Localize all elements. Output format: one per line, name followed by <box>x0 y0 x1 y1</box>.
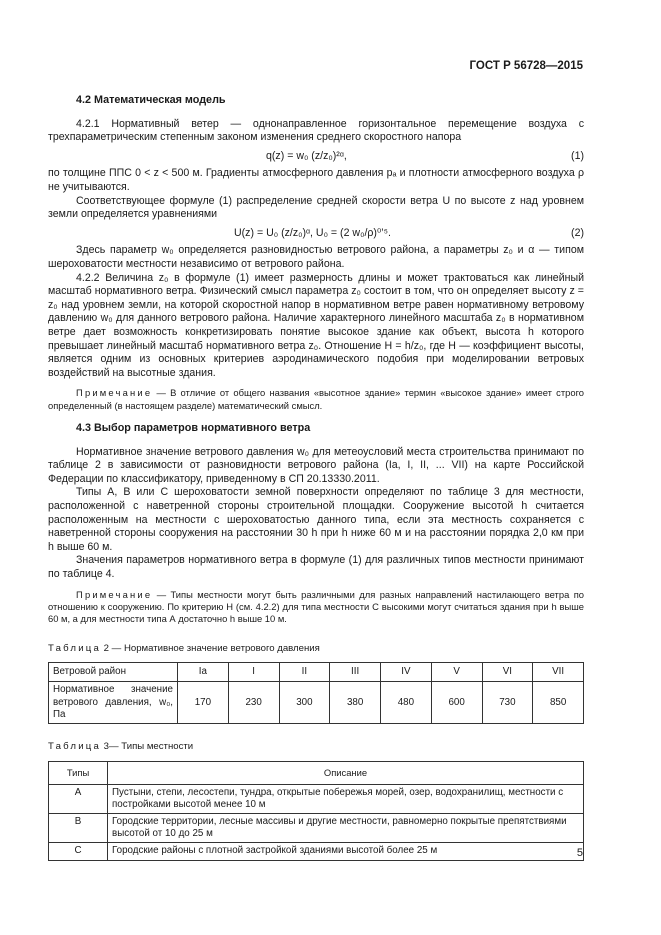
table-cell: 480 <box>381 682 432 724</box>
table-cell: 300 <box>279 682 330 724</box>
section-4-2-title: 4.2 Математическая модель <box>76 94 226 106</box>
table-cell: IV <box>381 663 432 682</box>
paragraph-4-3-3: Значения параметров нормативного ветра в формуле (1) для различных типов местности принимают по таблице 4. <box>48 554 584 581</box>
formula-2-number: (2) <box>571 226 584 239</box>
table-cell: 230 <box>228 682 279 724</box>
formula-1-number: (1) <box>571 149 584 162</box>
terrain-description: Городские районы с плотной застройкой зданиями высотой более 25 м <box>108 843 584 860</box>
table-label: Таблица <box>48 642 102 654</box>
table-header-row <box>49 761 584 784</box>
terrain-types-table <box>48 761 584 861</box>
table-cell: V <box>431 663 482 682</box>
formula-2 <box>48 227 584 241</box>
table-cell: 850 <box>533 682 584 724</box>
terrain-type: B <box>49 814 108 843</box>
column-header-description: Описание <box>108 761 584 784</box>
row-header-pressure: Нормативное значение ветрового давления, w₀, Па <box>49 682 178 724</box>
terrain-type: C <box>49 843 108 860</box>
table-cell: VII <box>533 663 584 682</box>
formula-2-expression: U(z) = U₀ (z/z₀)ᵅ, U₀ = (2 w₀/ρ)⁰’⁵. <box>234 226 391 239</box>
table-label: Таблица <box>48 741 102 753</box>
section-4-3-title: 4.3 Выбор параметров нормативного ветра <box>76 422 311 435</box>
paragraph-4-2-2: 4.2.2 Величина z₀ в формуле (1) имеет размерность длины и может трактоваться как линейный масштаб нормативного ветра. Физический смысл параметра z₀ состоит в том, что он определяет высоту z = z₀ над уровнем земли, на которой скоростной напор в нормативном ветре равен нормативному ветровому давлению w₀ для данного ветрового района. Наличие характерного линейного масштаба z₀ в нормативном ветре дает возможность конкретизировать понятие высокое здание как объект, высота h которого превышает линейный масштаб нормативного ветра z₀. Отношение H = h/z₀, где H — коэффициент высоты, является одним из основных критериев аэродинамического подобия при моделировании ветровых воздействий на высотные здания. <box>48 271 584 379</box>
paragraph-4-3-2: Типы А, В или С шероховатости земной поверхности определяют по таблице 3 для местности, расположенной с наветренной стороны строительной площадки. Сооружение высотой h считается расположенным на местности с шероховатостью данного типа, если эта местность сохраняется с наветренной стороны сооружения на расстоянии 30 h при h ниже 60 м и на расстоянии порядка 2,0 км при h выше 60 м. <box>48 486 584 553</box>
paragraph-4-2-1-cont: по толщине ППС 0 < z < 500 м. Градиенты атмосферного давления pₐ и плотности атмосферного воздуха ρ не учитываются. <box>48 167 584 193</box>
note-label: Примечание <box>76 387 153 399</box>
terrain-description: Городские территории, лесные массивы и другие местности, равномерно покрытые препятствиями высотой от 10 до 25 м <box>108 814 584 843</box>
table-cell: 730 <box>482 682 533 724</box>
paragraph-parameters: Здесь параметр w₀ определяется разновидностью ветрового района, а параметры z₀ и α — типом шероховатости местности независимо от ветрового района. <box>48 244 584 270</box>
table-cell: 170 <box>178 682 229 724</box>
terrain-description: Пустыни, степи, лесостепи, тундра, открытые побережья морей, озер, водохранилищ, местности с постройками высотой менее 10 м <box>108 784 584 813</box>
table-row <box>49 663 584 682</box>
wind-pressure-table <box>48 662 584 724</box>
note-text: — В отличие от общего названия «высотное здание» термин «высокое здание» имеет строго определенный (в настоящем разделе) математический смысл. <box>48 387 584 411</box>
table-cell: III <box>330 663 381 682</box>
note-text: — Типы местности могут быть различными для разных направлений настилающего ветра по отношению к сооружению. По критерию H (см. 4.2.2) для типа местности С высокими могут считаться здания при h выше 60 м, а для местности типа А достаточно h выше 10 м. <box>48 588 584 625</box>
note-4-3 <box>48 589 584 626</box>
table-cell: II <box>279 663 330 682</box>
formula-1-expression: q(z) = w₀ (z/z₀)²ᵅ, <box>266 149 347 162</box>
table-row <box>49 682 584 724</box>
formula-1 <box>48 150 584 164</box>
row-header-wind-region: Ветровой район <box>49 663 178 682</box>
table-cell: 380 <box>330 682 381 724</box>
table-cell: Ia <box>178 663 229 682</box>
table-cell: VI <box>482 663 533 682</box>
table-row <box>49 784 584 813</box>
terrain-type: A <box>49 784 108 813</box>
paragraph-4-3-1: Нормативное значение ветрового давления w₀ для метеоусловий места строительства принимают по таблице 2 в зависимости от разновидности ветрового района (Ia, I, II, ... VII) на карте Российской Федерации по классификатору, приведенному в СП 20.13330.2011. <box>48 445 584 485</box>
column-header-types: Типы <box>49 761 108 784</box>
table-2-caption <box>48 642 584 656</box>
table-row <box>49 843 584 860</box>
page-number: 5 <box>576 847 583 859</box>
table-caption-text: 2 — Нормативное значение ветрового давления <box>101 642 320 654</box>
table-3-caption <box>48 740 584 754</box>
paragraph-velocity-intro: Соответствующее формуле (1) распределение средней скорости ветра U по высоте z над уровнем земли определяется уравнениями <box>48 194 584 221</box>
note-label: Примечание <box>76 588 153 600</box>
standard-code-header: ГОСТ Р 56728—2015 <box>469 60 583 72</box>
table-cell: 600 <box>431 682 482 724</box>
page-content <box>48 94 584 861</box>
paragraph-4-2-1: 4.2.1 Нормативный ветер — однонаправленное горизонтальное перемещение воздуха с трехпараметрическим степенным законом изменения среднего скоростного напора <box>48 117 584 144</box>
table-caption-text: 3— Типы местности <box>101 741 194 753</box>
table-row <box>49 814 584 843</box>
note-4-2 <box>48 387 584 412</box>
table-cell: I <box>228 663 279 682</box>
